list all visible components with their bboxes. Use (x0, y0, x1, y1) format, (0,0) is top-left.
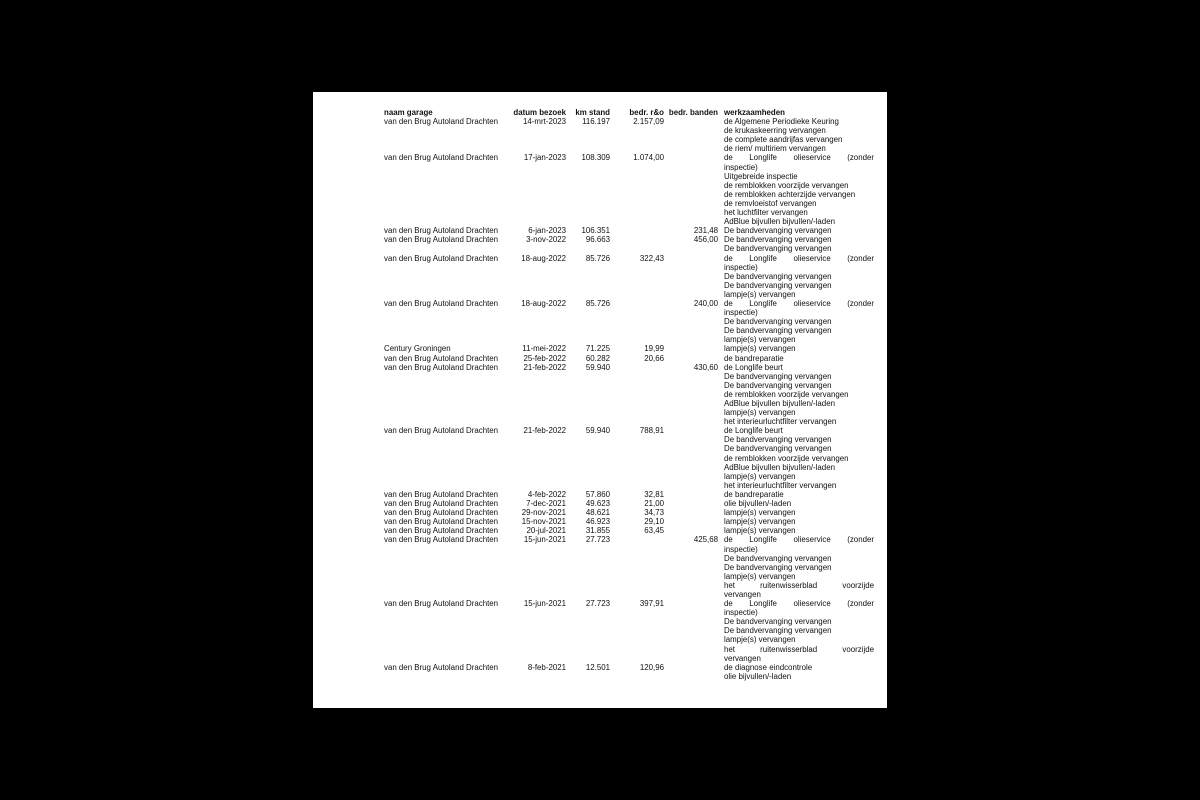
werkzaamheid-line: De bandvervanging vervangen (724, 444, 832, 454)
cell-km-stand: 48.621 (585, 508, 610, 518)
werkzaamheid-line: AdBlue bijvullen bijvullen/-laden (724, 399, 835, 408)
cell-km-stand: 85.726 (585, 253, 610, 263)
werkzaamheid-line: olie bijvullen/-laden (724, 671, 792, 681)
werkzaamheid-line: de Longlife olieservice (zonder (724, 298, 874, 308)
cell-bedr-banden (664, 354, 718, 363)
werkzaamheid-line: het interieurluchtfilter vervangen (724, 480, 837, 490)
cell-datum-bezoek: 3-nov-2022 (526, 235, 566, 245)
werkzaamheid-line: De bandvervanging vervangen (724, 271, 832, 281)
cell-bedr-banden (664, 490, 718, 499)
cell-km-stand: 46.923 (585, 517, 610, 527)
cell-naam-garage: van den Brug Autoland Drachten (384, 298, 499, 308)
table-row (384, 526, 874, 535)
table-row (384, 663, 874, 681)
werkzaamheid-line: de remvloeistof vervangen (724, 198, 817, 208)
cell-datum-bezoek: 6-jan-2023 (528, 226, 566, 236)
table-row (384, 235, 874, 253)
table-row (384, 226, 874, 235)
cell-naam-garage: van den Brug Autoland Drachten (384, 526, 499, 536)
werkzaamheid-line: AdBlue bijvullen bijvullen/-laden (724, 462, 835, 472)
cell-werkzaamheden (718, 535, 874, 599)
header-bedr-ro: bedr. r&o (629, 108, 664, 117)
cell-werkzaamheden (718, 526, 874, 535)
cell-km-stand: 116.197 (582, 117, 610, 127)
cell-bedr-ro: 34,73 (644, 508, 664, 518)
werkzaamheid-line: De bandvervanging vervangen (724, 626, 832, 636)
cell-bedr-ro: 32,81 (644, 489, 664, 499)
table-row (384, 599, 874, 663)
cell-bedr-banden (664, 117, 718, 153)
cell-werkzaamheden (718, 226, 874, 235)
cell-bedr-ro: 29,10 (644, 517, 664, 527)
werkzaamheid-line: lampje(s) vervangen (724, 508, 796, 518)
werkzaamheid-line: de Longlife olieservice (zonder (724, 253, 874, 263)
cell-km-stand: 59.940 (585, 362, 610, 372)
werkzaamheid-line: de krukaskeerring vervangen (724, 126, 826, 136)
cell-naam-garage: van den Brug Autoland Drachten (384, 153, 499, 163)
werkzaamheid-line: de riem/ multiriem vervangen (724, 144, 826, 154)
table-row (384, 490, 874, 499)
werkzaamheid-line: lampje(s) vervangen (724, 526, 796, 536)
document-page (313, 92, 887, 708)
werkzaamheid-line: vervangen (724, 589, 761, 599)
cell-datum-bezoek: 8-feb-2021 (527, 662, 566, 672)
cell-naam-garage: van den Brug Autoland Drachten (384, 499, 499, 509)
cell-datum-bezoek: 14-mrt-2023 (523, 117, 566, 127)
cell-datum-bezoek: 15-jun-2021 (523, 535, 566, 545)
cell-bedr-ro: 63,45 (644, 526, 664, 536)
cell-bedr-ro (610, 235, 664, 253)
cell-werkzaamheden (718, 517, 874, 526)
cell-bedr-banden (664, 599, 718, 663)
werkzaamheid-line: De bandvervanging vervangen (724, 326, 832, 336)
cell-naam-garage: van den Brug Autoland Drachten (384, 489, 499, 499)
cell-naam-garage: van den Brug Autoland Drachten (384, 508, 499, 518)
cell-werkzaamheden (718, 354, 874, 363)
cell-km-stand: 71.225 (585, 344, 610, 354)
werkzaamheid-line: de complete aandrijfas vervangen (724, 135, 843, 145)
werkzaamheid-line: lampje(s) vervangen (724, 471, 796, 481)
cell-naam-garage: van den Brug Autoland Drachten (384, 426, 499, 436)
table-body (384, 117, 874, 681)
werkzaamheid-line: De bandvervanging vervangen (724, 617, 832, 627)
werkzaamheid-line: inspectie) (724, 544, 758, 554)
cell-datum-bezoek: 18-aug-2022 (521, 298, 566, 308)
cell-naam-garage: van den Brug Autoland Drachten (384, 226, 499, 236)
cell-bedr-banden (664, 663, 718, 681)
cell-km-stand: 59.940 (585, 426, 610, 436)
cell-bedr-banden (664, 254, 718, 299)
cell-werkzaamheden (718, 663, 874, 681)
header-km-stand: km stand (575, 108, 610, 117)
werkzaamheid-line: De bandvervanging vervangen (724, 244, 832, 254)
cell-naam-garage: van den Brug Autoland Drachten (384, 253, 499, 263)
werkzaamheid-line: lampje(s) vervangen (724, 289, 796, 299)
cell-werkzaamheden (718, 117, 874, 153)
table-row (384, 117, 874, 153)
table-row (384, 344, 874, 353)
cell-naam-garage: van den Brug Autoland Drachten (384, 362, 499, 372)
table-row (384, 535, 874, 599)
cell-werkzaamheden (718, 490, 874, 499)
header-naam-garage: naam garage (384, 108, 433, 117)
table-row (384, 363, 874, 427)
werkzaamheid-line: De bandvervanging vervangen (724, 280, 832, 290)
werkzaamheid-line: lampje(s) vervangen (724, 344, 796, 354)
cell-bedr-ro: 322,43 (639, 253, 664, 263)
werkzaamheid-line: de Algemene Periodieke Keuring (724, 117, 839, 127)
table-row (384, 299, 874, 344)
cell-datum-bezoek: 18-aug-2022 (521, 253, 566, 263)
werkzaamheid-line: inspectie) (724, 262, 758, 272)
cell-naam-garage: van den Brug Autoland Drachten (384, 117, 499, 127)
werkzaamheid-line: de remblokken voorzijde vervangen (724, 453, 849, 463)
cell-bedr-ro (610, 363, 664, 427)
werkzaamheid-line: de remblokken voorzijde vervangen (724, 389, 849, 399)
cell-km-stand: 12.501 (585, 662, 610, 672)
table-row (384, 254, 874, 299)
werkzaamheid-line: AdBlue bijvullen bijvullen/-laden (724, 217, 835, 227)
werkzaamheid-line: lampje(s) vervangen (724, 571, 796, 581)
werkzaamheid-line: De bandvervanging vervangen (724, 562, 832, 572)
werkzaamheid-line: het interieurluchtfilter vervangen (724, 417, 837, 427)
cell-km-stand: 108.309 (581, 153, 610, 163)
cell-bedr-banden (664, 499, 718, 508)
werkzaamheid-line: De bandvervanging vervangen (724, 371, 832, 381)
werkzaamheid-line: de Longlife beurt (724, 362, 783, 372)
werkzaamheid-line: de Longlife olieservice (zonder (724, 153, 874, 163)
cell-datum-bezoek: 21-feb-2022 (523, 426, 566, 436)
werkzaamheid-line: de Longlife beurt (724, 426, 783, 436)
werkzaamheid-line: De bandvervanging vervangen (724, 435, 832, 445)
werkzaamheid-line: olie bijvullen/-laden (724, 499, 792, 509)
cell-werkzaamheden (718, 344, 874, 353)
werkzaamheid-line: de Longlife olieservice (zonder (724, 599, 874, 609)
cell-km-stand: 49.623 (585, 499, 610, 509)
cell-werkzaamheden (718, 299, 874, 344)
cell-naam-garage: van den Brug Autoland Drachten (384, 599, 499, 609)
cell-datum-bezoek: 17-jan-2023 (523, 153, 566, 163)
cell-bedr-ro (610, 226, 664, 235)
werkzaamheid-line: De bandvervanging vervangen (724, 235, 832, 245)
table-row (384, 517, 874, 526)
cell-naam-garage: Century Groningen (384, 344, 451, 354)
table-row (384, 499, 874, 508)
cell-bedr-banden: 430,60 (693, 362, 718, 372)
cell-naam-garage: van den Brug Autoland Drachten (384, 517, 499, 527)
werkzaamheid-line: lampje(s) vervangen (724, 635, 796, 645)
cell-bedr-banden: 456,00 (693, 235, 718, 245)
cell-bedr-ro: 120,96 (639, 662, 664, 672)
cell-km-stand: 27.723 (585, 535, 610, 545)
werkzaamheid-line: lampje(s) vervangen (724, 408, 796, 418)
cell-datum-bezoek: 25-feb-2022 (523, 353, 566, 363)
cell-km-stand: 60.282 (585, 353, 610, 363)
werkzaamheid-line: het luchtfilter vervangen (724, 208, 808, 218)
cell-bedr-ro (610, 299, 664, 344)
cell-werkzaamheden (718, 508, 874, 517)
werkzaamheid-line: inspectie) (724, 608, 758, 618)
cell-bedr-ro: 20,66 (644, 353, 664, 363)
header-werkzaamheden: werkzaamheden (724, 108, 785, 117)
cell-naam-garage: van den Brug Autoland Drachten (384, 662, 499, 672)
cell-werkzaamheden (718, 254, 874, 299)
werkzaamheid-line: de remblokken achterzijde vervangen (724, 189, 856, 199)
werkzaamheid-line: lampje(s) vervangen (724, 335, 796, 345)
cell-bedr-banden (664, 517, 718, 526)
cell-bedr-ro: 788,91 (639, 426, 664, 436)
cell-bedr-banden: 240,00 (693, 298, 718, 308)
cell-bedr-banden (664, 526, 718, 535)
header-bedr-banden: bedr. banden (668, 108, 718, 117)
cell-km-stand: 85.726 (585, 298, 610, 308)
header-datum-bezoek: datum bezoek (513, 108, 566, 117)
werkzaamheid-line: de Longlife olieservice (zonder (724, 535, 874, 545)
cell-km-stand: 106.351 (581, 226, 610, 236)
cell-km-stand: 57.860 (585, 489, 610, 499)
cell-datum-bezoek: 29-nov-2021 (521, 508, 566, 518)
werkzaamheid-line: inspectie) (724, 308, 758, 318)
cell-werkzaamheden (718, 363, 874, 427)
cell-datum-bezoek: 4-feb-2022 (527, 489, 566, 499)
cell-werkzaamheden (718, 235, 874, 253)
cell-bedr-banden: 231,48 (693, 226, 718, 236)
cell-bedr-banden (664, 508, 718, 517)
werkzaamheid-line: de diagnose eindcontrole (724, 662, 813, 672)
werkzaamheid-line: het ruitenwisserblad voorzijde (724, 580, 874, 590)
cell-naam-garage: van den Brug Autoland Drachten (384, 535, 499, 545)
werkzaamheid-line: de remblokken voorzijde vervangen (724, 180, 849, 190)
cell-bedr-banden (664, 426, 718, 490)
cell-bedr-ro: 2.157,09 (633, 117, 664, 127)
cell-bedr-ro: 1.074,00 (633, 153, 664, 163)
cell-naam-garage: van den Brug Autoland Drachten (384, 353, 499, 363)
maintenance-history-table (384, 108, 874, 681)
cell-bedr-banden: 425,68 (693, 535, 718, 545)
werkzaamheid-line: de bandreparatie (724, 489, 784, 499)
header-row (384, 108, 874, 117)
table-row (384, 153, 874, 226)
cell-bedr-banden (664, 153, 718, 226)
table-row (384, 354, 874, 363)
werkzaamheid-line: het ruitenwisserblad voorzijde (724, 644, 874, 654)
werkzaamheid-line: de bandreparatie (724, 353, 784, 363)
cell-werkzaamheden (718, 499, 874, 508)
cell-km-stand: 31.855 (585, 526, 610, 536)
cell-datum-bezoek: 21-feb-2022 (523, 362, 566, 372)
cell-bedr-ro: 19,99 (644, 344, 664, 354)
cell-datum-bezoek: 15-nov-2021 (521, 517, 566, 527)
werkzaamheid-line: inspectie) (724, 162, 758, 172)
cell-bedr-banden (664, 344, 718, 353)
cell-km-stand: 27.723 (585, 599, 610, 609)
cell-werkzaamheden (718, 426, 874, 490)
cell-bedr-ro: 397,91 (639, 599, 664, 609)
cell-datum-bezoek: 15-jun-2021 (523, 599, 566, 609)
werkzaamheid-line: De bandvervanging vervangen (724, 226, 832, 236)
cell-datum-bezoek: 7-dec-2021 (526, 499, 566, 509)
table-row (384, 508, 874, 517)
cell-datum-bezoek: 20-jul-2021 (526, 526, 566, 536)
werkzaamheid-line: De bandvervanging vervangen (724, 553, 832, 563)
werkzaamheid-line: lampje(s) vervangen (724, 517, 796, 527)
werkzaamheid-line: De bandvervanging vervangen (724, 380, 832, 390)
werkzaamheid-line: vervangen (724, 653, 761, 663)
table-row (384, 426, 874, 490)
cell-datum-bezoek: 11-mei-2022 (522, 344, 566, 354)
cell-bedr-ro (610, 535, 664, 599)
cell-km-stand: 96.663 (585, 235, 610, 245)
werkzaamheid-line: Uitgebreide inspectie (724, 171, 798, 181)
werkzaamheid-line: De bandvervanging vervangen (724, 317, 832, 327)
cell-bedr-ro: 21,00 (644, 499, 664, 509)
cell-werkzaamheden (718, 599, 874, 663)
cell-naam-garage: van den Brug Autoland Drachten (384, 235, 499, 245)
cell-werkzaamheden (718, 153, 874, 226)
